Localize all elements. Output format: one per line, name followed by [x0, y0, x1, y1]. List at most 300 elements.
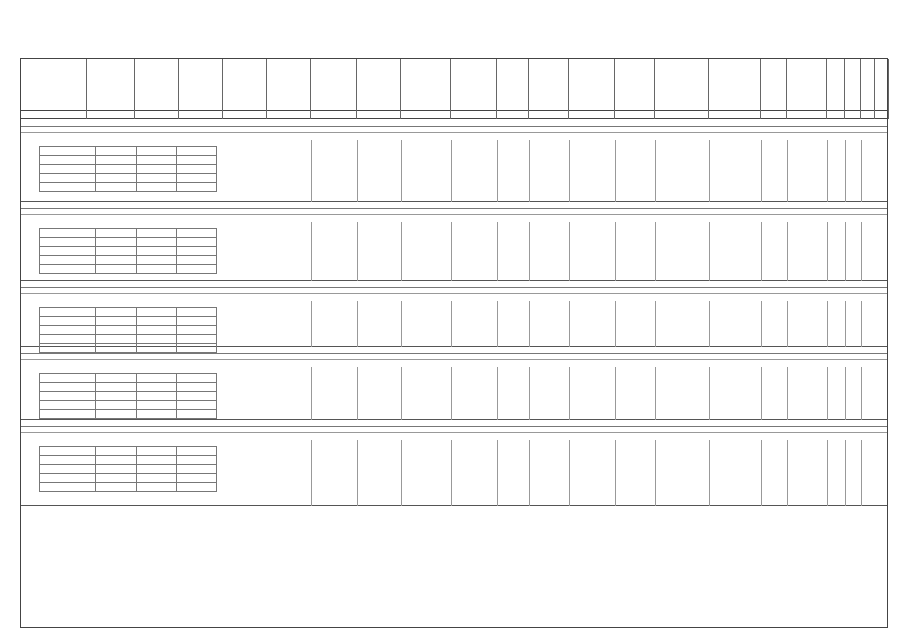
column-divider: [497, 140, 498, 202]
column-divider: [401, 440, 402, 506]
funding-table: [39, 228, 217, 274]
funding-value: [176, 456, 216, 465]
funding-value: [96, 374, 136, 383]
funding-value: [136, 308, 176, 317]
funding-value: [96, 229, 136, 238]
column-divider: [451, 222, 452, 281]
implementation-method: [655, 140, 709, 198]
funding-value: [96, 392, 136, 401]
funding-value: [136, 374, 176, 383]
column-divider: [529, 222, 530, 281]
estimated-cost: [615, 222, 655, 277]
column-divider: [615, 222, 616, 281]
capacity-value: [451, 440, 497, 502]
column-divider: [529, 140, 530, 202]
funding-label: [40, 238, 96, 247]
header-cell: [861, 59, 875, 111]
column-divider: [827, 140, 828, 202]
column-divider: [761, 440, 762, 506]
column-divider: [655, 301, 656, 347]
funding-value: [176, 483, 216, 492]
header-cell: [787, 59, 827, 111]
header-cell: [875, 59, 889, 111]
header-cell: [761, 59, 787, 111]
header-cell: [311, 59, 357, 111]
column-number: [787, 111, 827, 119]
section-heading: [21, 420, 887, 427]
column-divider: [655, 222, 656, 281]
project-block: [21, 120, 887, 202]
column-divider: [761, 140, 762, 202]
estimated-cost: [615, 440, 655, 502]
purpose-text: [401, 140, 451, 198]
funding-label: [40, 474, 96, 483]
column-divider: [357, 222, 358, 281]
funding-value: [176, 474, 216, 483]
funding-value: [96, 238, 136, 247]
completion-years: [357, 301, 401, 343]
column-number: [223, 111, 267, 119]
column-number: [709, 111, 761, 119]
funding-value: [96, 474, 136, 483]
column-divider: [861, 140, 862, 202]
header-cell: [401, 59, 451, 111]
column-number: [861, 111, 875, 119]
funding-label: [40, 229, 96, 238]
funding-value: [136, 247, 176, 256]
estimated-cost: [615, 301, 655, 343]
funding-value: [176, 383, 216, 392]
column-divider: [861, 440, 862, 506]
funding-label: [40, 456, 96, 465]
category-text: [761, 367, 787, 416]
column-number: [87, 111, 135, 119]
funding-value: [96, 256, 136, 265]
funding-value: [136, 156, 176, 165]
column-divider: [357, 140, 358, 202]
funding-label: [40, 383, 96, 392]
column-divider: [311, 367, 312, 420]
capacity-value: [451, 367, 497, 416]
column-number: [451, 111, 497, 119]
customer-name: [497, 301, 529, 343]
column-divider: [615, 140, 616, 202]
funding-value: [136, 447, 176, 456]
note-text: [787, 140, 827, 198]
funding-value: [176, 335, 216, 344]
column-divider: [569, 440, 570, 506]
funding-value: [176, 238, 216, 247]
column-divider: [709, 222, 710, 281]
funding-value: [136, 317, 176, 326]
column-divider: [861, 367, 862, 420]
funding-value: [96, 308, 136, 317]
funding-row: [40, 383, 217, 392]
funding-value: [176, 401, 216, 410]
funding-row: [40, 456, 217, 465]
funding-value: [96, 183, 136, 192]
funding-label: [40, 265, 96, 274]
funding-label: [40, 374, 96, 383]
column-divider: [569, 222, 570, 281]
municipality-name: [709, 301, 761, 343]
funding-value: [96, 410, 136, 419]
header-cell: [357, 59, 401, 111]
column-number: [401, 111, 451, 119]
funding-value: [176, 229, 216, 238]
column-divider: [827, 367, 828, 420]
funding-value: [176, 247, 216, 256]
header-cell: [615, 59, 655, 111]
funding-label: [40, 317, 96, 326]
column-divider: [845, 140, 846, 202]
column-divider: [709, 301, 710, 347]
owner-name: [569, 367, 615, 416]
column-divider: [861, 301, 862, 347]
project-block: [21, 202, 887, 281]
funding-row: [40, 147, 217, 156]
funding-value: [176, 326, 216, 335]
capacity-value: [451, 140, 497, 198]
header-cell: [529, 59, 569, 111]
column-divider: [497, 367, 498, 420]
funding-label: [40, 165, 96, 174]
funding-row: [40, 256, 217, 265]
funding-label: [40, 483, 96, 492]
column-divider: [311, 301, 312, 347]
funding-value: [176, 183, 216, 192]
column-divider: [615, 440, 616, 506]
funding-label: [40, 326, 96, 335]
funding-value: [136, 410, 176, 419]
column-divider: [451, 440, 452, 506]
funding-value: [176, 410, 216, 419]
customer-name: [497, 222, 529, 277]
funding-value: [176, 374, 216, 383]
funding-value: [96, 383, 136, 392]
funding-value: [136, 392, 176, 401]
construction-years: [311, 440, 357, 502]
column-divider: [761, 301, 762, 347]
funding-row: [40, 392, 217, 401]
column-divider: [827, 301, 828, 347]
authority-name: [529, 222, 569, 277]
funding-value: [96, 317, 136, 326]
funding-row: [40, 174, 217, 183]
authority-name: [529, 440, 569, 502]
funding-value: [96, 456, 136, 465]
note-text: [787, 440, 827, 502]
completion-years: [357, 367, 401, 416]
funding-value: [136, 229, 176, 238]
column-number: [21, 111, 87, 119]
column-divider: [569, 140, 570, 202]
column-divider: [787, 301, 788, 347]
funding-table: [39, 146, 217, 192]
column-divider: [845, 367, 846, 420]
purpose-text: [401, 367, 451, 416]
column-divider: [761, 367, 762, 420]
implementation-method: [655, 222, 709, 277]
funding-value: [96, 174, 136, 183]
column-divider: [529, 301, 530, 347]
column-divider: [401, 301, 402, 347]
section-heading: [21, 347, 887, 354]
column-divider: [787, 440, 788, 506]
column-number: [135, 111, 179, 119]
funding-row: [40, 229, 217, 238]
funding-label: [40, 156, 96, 165]
column-divider: [311, 440, 312, 506]
funding-value: [176, 392, 216, 401]
funding-value: [96, 465, 136, 474]
funding-value: [136, 326, 176, 335]
funding-value: [136, 256, 176, 265]
note-text: [787, 367, 827, 416]
funding-row: [40, 374, 217, 383]
column-divider: [787, 367, 788, 420]
column-number: [615, 111, 655, 119]
funding-label: [40, 335, 96, 344]
purpose-text: [401, 222, 451, 277]
funding-label: [40, 465, 96, 474]
column-divider: [787, 140, 788, 202]
header-cell: [569, 59, 615, 111]
funding-value: [136, 147, 176, 156]
funding-label: [40, 183, 96, 192]
funding-value: [176, 256, 216, 265]
funding-value: [136, 335, 176, 344]
estimated-cost: [615, 367, 655, 416]
municipality-name: [709, 440, 761, 502]
column-divider: [401, 222, 402, 281]
column-divider: [451, 301, 452, 347]
column-number: [529, 111, 569, 119]
funding-value: [96, 326, 136, 335]
column-divider: [451, 140, 452, 202]
column-divider: [357, 301, 358, 347]
funding-label: [40, 410, 96, 419]
purpose-text: [401, 440, 451, 502]
authority-name: [529, 367, 569, 416]
funding-value: [176, 156, 216, 165]
column-divider: [827, 222, 828, 281]
owner-name: [569, 301, 615, 343]
header-cell: [827, 59, 845, 111]
authority-name: [529, 301, 569, 343]
funding-value: [136, 401, 176, 410]
header-cell: [497, 59, 529, 111]
funding-value: [176, 447, 216, 456]
column-divider: [709, 440, 710, 506]
project-block: [21, 347, 887, 420]
funding-row: [40, 308, 217, 317]
funding-value: [136, 265, 176, 274]
funding-value: [96, 147, 136, 156]
funding-value: [136, 238, 176, 247]
funding-value: [136, 474, 176, 483]
funding-label: [40, 401, 96, 410]
funding-row: [40, 465, 217, 474]
funding-value: [136, 183, 176, 192]
column-number: [655, 111, 709, 119]
funding-value: [176, 265, 216, 274]
funding-value: [96, 165, 136, 174]
funding-row: [40, 165, 217, 174]
construction-years: [311, 222, 357, 277]
funding-value: [176, 317, 216, 326]
construction-years: [311, 367, 357, 416]
table-header: [21, 59, 887, 111]
column-divider: [497, 222, 498, 281]
column-number: [179, 111, 223, 119]
funding-row: [40, 247, 217, 256]
column-divider: [529, 367, 530, 420]
funding-value: [136, 465, 176, 474]
funding-value: [136, 456, 176, 465]
column-divider: [655, 367, 656, 420]
funding-row: [40, 335, 217, 344]
funding-row: [40, 483, 217, 492]
purpose-text: [401, 301, 451, 343]
implementation-method: [655, 367, 709, 416]
column-number: [569, 111, 615, 119]
column-divider: [861, 222, 862, 281]
column-number: [311, 111, 357, 119]
column-divider: [569, 367, 570, 420]
column-number-row: [21, 111, 887, 119]
category-text: [761, 440, 787, 502]
funding-row: [40, 326, 217, 335]
column-number: [845, 111, 861, 119]
column-number: [875, 111, 889, 119]
owner-name: [569, 440, 615, 502]
funding-value: [96, 483, 136, 492]
column-divider: [497, 440, 498, 506]
column-divider: [761, 222, 762, 281]
category-text: [761, 301, 787, 343]
funding-row: [40, 317, 217, 326]
header-cell: [451, 59, 497, 111]
column-divider: [709, 140, 710, 202]
funding-label: [40, 308, 96, 317]
category-text: [761, 222, 787, 277]
header-cell: [845, 59, 861, 111]
column-divider: [845, 440, 846, 506]
header-cell: [655, 59, 709, 111]
completion-years: [357, 222, 401, 277]
authority-name: [529, 140, 569, 198]
header-cell: [223, 59, 267, 111]
column-divider: [311, 140, 312, 202]
funding-label: [40, 447, 96, 456]
funding-row: [40, 265, 217, 274]
customer-name: [497, 367, 529, 416]
construction-years: [311, 301, 357, 343]
column-divider: [401, 140, 402, 202]
capacity-value: [451, 301, 497, 343]
funding-value: [176, 174, 216, 183]
funding-value: [136, 383, 176, 392]
project-block: [21, 420, 887, 506]
column-divider: [787, 222, 788, 281]
funding-value: [96, 247, 136, 256]
project-block: [21, 281, 887, 347]
estimated-cost: [615, 140, 655, 198]
customer-name: [497, 140, 529, 198]
header-cell: [267, 59, 311, 111]
column-divider: [655, 140, 656, 202]
note-text: [787, 222, 827, 277]
header-cell: [21, 59, 87, 111]
funding-value: [136, 483, 176, 492]
funding-value: [96, 265, 136, 274]
funding-label: [40, 256, 96, 265]
implementation-method: [655, 301, 709, 343]
municipality-name: [709, 367, 761, 416]
capacity-value: [451, 222, 497, 277]
funding-value: [176, 308, 216, 317]
funding-row: [40, 238, 217, 247]
column-divider: [655, 440, 656, 506]
note-text: [787, 301, 827, 343]
column-divider: [451, 367, 452, 420]
funding-value: [96, 447, 136, 456]
column-divider: [357, 440, 358, 506]
funding-value: [136, 174, 176, 183]
implementation-method: [655, 440, 709, 502]
column-number: [827, 111, 845, 119]
funding-label: [40, 147, 96, 156]
category-text: [761, 140, 787, 198]
column-divider: [529, 440, 530, 506]
section-heading: [21, 120, 887, 127]
funding-row: [40, 410, 217, 419]
column-divider: [827, 440, 828, 506]
header-cell: [709, 59, 761, 111]
column-divider: [497, 301, 498, 347]
funding-row: [40, 401, 217, 410]
funding-row: [40, 156, 217, 165]
construction-years: [311, 140, 357, 198]
column-number: [267, 111, 311, 119]
column-number: [497, 111, 529, 119]
column-divider: [311, 222, 312, 281]
customer-name: [497, 440, 529, 502]
funding-value: [176, 147, 216, 156]
funding-value: [136, 165, 176, 174]
header-cell: [179, 59, 223, 111]
completion-years: [357, 440, 401, 502]
funding-value: [96, 401, 136, 410]
column-divider: [357, 367, 358, 420]
column-divider: [845, 222, 846, 281]
funding-table: [39, 373, 217, 419]
column-divider: [709, 367, 710, 420]
completion-years: [357, 140, 401, 198]
funding-value: [176, 465, 216, 474]
funding-table: [39, 446, 217, 492]
header-cell: [135, 59, 179, 111]
funding-label: [40, 392, 96, 401]
owner-name: [569, 140, 615, 198]
funding-label: [40, 174, 96, 183]
municipality-name: [709, 222, 761, 277]
funding-label: [40, 247, 96, 256]
funding-value: [96, 156, 136, 165]
funding-row: [40, 474, 217, 483]
investment-table: [20, 58, 888, 628]
